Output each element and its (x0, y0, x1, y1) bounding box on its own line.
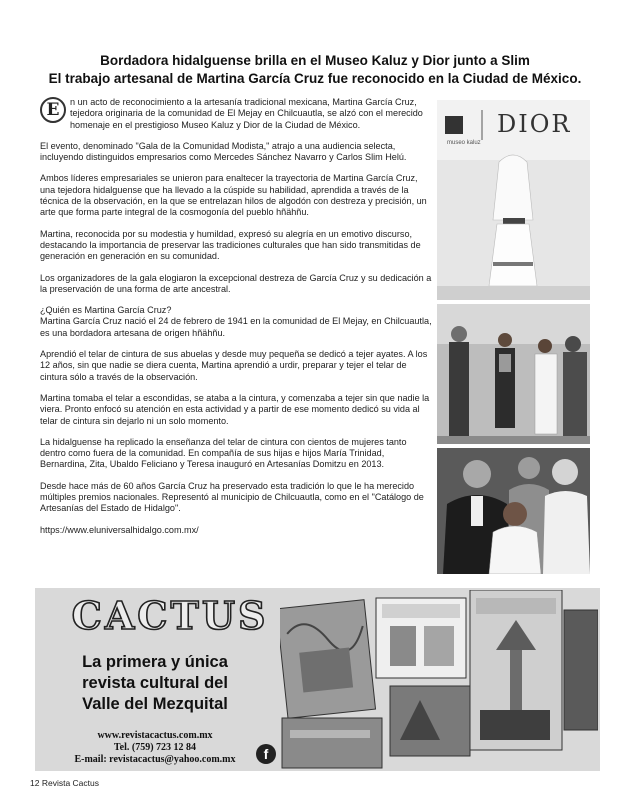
ad-email[interactable]: E-mail: revistacactus@yahoo.com.mx (74, 754, 236, 765)
article-body (40, 97, 432, 536)
bio-paragraph-2: Aprendió el telar de cintura de sus abuelas y desde muy pequeña se dedicó a tejer ayates. A los 12 años, sin que nadie se diera cuenta, Martina aprendió a urdir, preparar y tejer el telar de cintura sólo a través de la observación. (40, 349, 428, 382)
dior-sign-text: DIOR (497, 110, 572, 138)
paragraph-3: Ambos líderes empresariales se unieron para enaltecer la trayectoria de Martina García Cruz, una tejedora hidalguense que ha llevado a la cúspide su habilidad, aprendida a través de la técnica de la observación, en la que se entrelazan hilos de algodón con destreza y precisión, un arte que forma parte integral de la cosmogonía del pueblo hñähñu. (40, 173, 427, 218)
headline-line-2: El trabajo artesanal de Martina García Cruz fue reconocido en la Ciudad de México. (48, 71, 582, 86)
bio-text: Martina García Cruz nació el 24 de febrero de 1941 en la comunidad de El Mejay, en Chilcuautla, es una bordadora artesana de origen hñähñu. (40, 316, 432, 338)
headline-line-1: Bordadora hidalguense brilla en el Museo Kaluz y Dior junto a Slim (100, 53, 530, 68)
bio-paragraph-5: Desde hace más de 60 años García Cruz ha preservado esta tradición lo que le ha merecido múltiples premios nacionales. Representó al municipio de Chilcuautla, como en el "Catálogo de Artesanías del Estado de Hidalgo". (40, 480, 424, 514)
article-headline (20, 52, 610, 88)
photo-column (437, 100, 590, 578)
paragraph-1 (40, 97, 432, 131)
photo-group-slim (437, 448, 590, 574)
paragraph-2: El evento, denominado "Gala de la Comunidad Modista," atrajo a una audiencia selecta, incluyendo distinguidos empresarios como Mercedes Sánchez Navarro y Carlos Slim Helú. (40, 140, 407, 163)
photo-stage-ceremony (437, 304, 590, 444)
ad-contact (55, 730, 255, 766)
ad-website[interactable]: www.revistacactus.com.mx (97, 730, 213, 741)
slogan-line-1: La primera y única (82, 653, 228, 671)
slogan-line-2: revista cultural del (82, 674, 228, 692)
bio-paragraph-3: Martina tomaba el telar a escondidas, se ataba a la cintura, y comenzaba a tejer sin que nadie la viera. Pronto enfocó su atención en esta actividad y a partir de ese momento dedicó su vida al telar de cintura sin dejarlo ni un solo momento. (40, 392, 430, 426)
bio-paragraph-1 (40, 305, 432, 339)
ad-slogan (55, 652, 255, 715)
museum-sign-text: museo kaluz (447, 140, 481, 146)
bio-paragraph-4: La hidalguense ha replicado la enseñanza del telar de cintura con cientos de mujeres tanto dentro como fuera de la comunidad. En compañía de sus hijas e hijos María Trinidad, Bernardina, Zita, Ubaldo Feliciano y Teresa inauguró en Artesanías Domitzu en 2013. (40, 436, 407, 470)
paragraph-4: Martina, reconocida por su modestia y humildad, expresó su alegría en un emotivo discurso, destacando la importancia de preservar las tradiciones culturales que han sido transmitidas de generación en generación en su comunidad. (40, 228, 421, 262)
slogan-line-3: Valle del Mezquital (82, 695, 228, 713)
facebook-icon[interactable]: f (256, 744, 276, 764)
dropcap: E (40, 97, 66, 123)
publication-name: Revista Cactus (41, 778, 100, 788)
cactus-logo: CACTUS (71, 593, 269, 638)
paragraph-text: n un acto de reconocimiento a la artesanía tradicional mexicana, Martina García Cruz, tejedora originaria de la comunidad de El Mejay en Chilcuautla, se alzó con el merecido homenaje en el prestigioso Museo Kaluz y Dior de la Ciudad de México. (70, 97, 423, 130)
page-footer (30, 778, 99, 788)
paragraph-5: Los organizadores de la gala elogiaron la excepcional destreza de García Cruz y su dedicación a la preservación de una forma de arte ancestral. (40, 272, 432, 294)
ad-collage (280, 590, 598, 770)
photo-martina-dior (437, 100, 590, 300)
source-link[interactable]: https://www.eluniversalhidalgo.com.mx/ (40, 524, 199, 535)
bio-subhead: ¿Quién es Martina García Cruz? (40, 305, 172, 316)
page-number: 12 (30, 778, 40, 788)
ad-phone: Tel. (759) 723 12 84 (113, 742, 197, 753)
